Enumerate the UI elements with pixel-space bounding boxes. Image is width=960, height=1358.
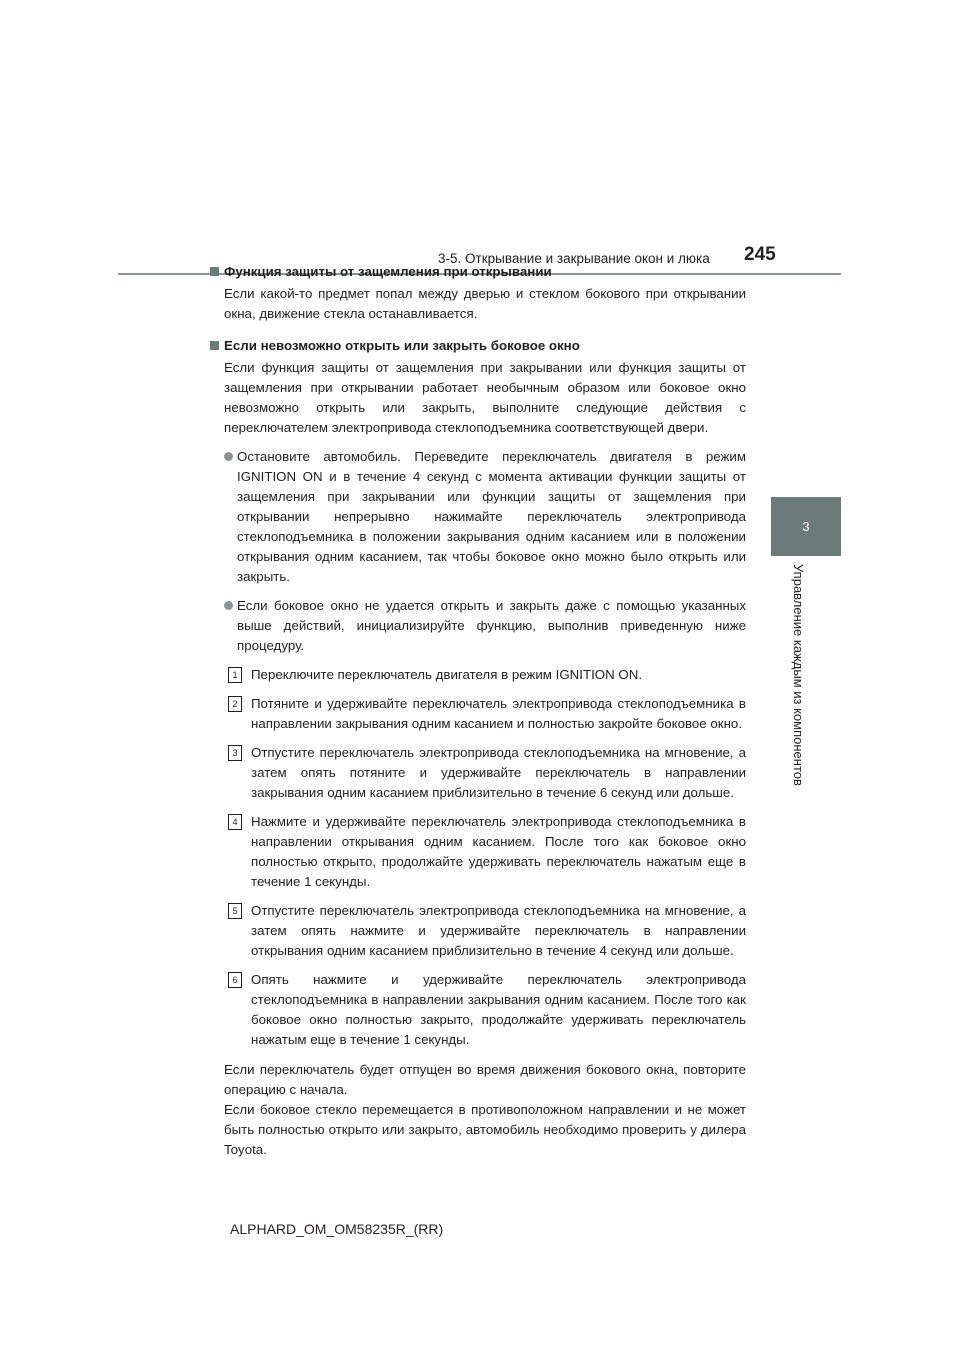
circle-bullet-icon bbox=[224, 601, 233, 610]
step-number-badge: 2 bbox=[228, 696, 242, 712]
step-number-badge: 1 bbox=[228, 667, 242, 683]
circle-bullet-icon bbox=[224, 452, 233, 461]
heading-text: Если невозможно открыть или закрыть боковое окно bbox=[224, 338, 580, 353]
step-number-badge: 4 bbox=[228, 814, 242, 830]
bullet-item bbox=[210, 447, 746, 587]
document-footer: ALPHARD_OM_OM58235R_(RR) bbox=[230, 1221, 444, 1237]
section-paragraph: Если функция защиты от защемления при закрывании или функция защиты от защемления при открывании работает необычным образом или боковое окно невозможно открыть или закрыть, выполните следующие действия с переключателем электропривода стеклоподъемника соответствующей двери. bbox=[224, 360, 746, 435]
bullet-text: Если боковое окно не удается открыть и закрыть даже с помощью указанных выше действий, инициализируйте функцию, выполнив приведенную ниже процедуру. bbox=[237, 598, 746, 653]
step-text: Опять нажмите и удерживайте переключатель электропривода стеклоподъемника в направлении закрывания одним касанием. После того как боковое окно полностью закрыто, продолжайте удерживать переключатель нажатым еще в течение 1 секунды. bbox=[251, 972, 746, 1047]
step-text: Отпустите переключатель электропривода стеклоподъемника на мгновение, а затем опять потяните и удерживайте переключатель в направлении закрывания одним касанием приблизительно в течение 6 секунд или дольше. bbox=[251, 745, 746, 800]
page-number: 245 bbox=[744, 244, 776, 265]
square-bullet-icon bbox=[210, 341, 219, 350]
bullet-text: Остановите автомобиль. Переведите переключатель двигателя в режим IGNITION ON и в течение 4 секунд с момента активации функции защиты от защемления при закрывании или функции защиты от защемления при открывании непрерывно нажимайте переключатель электропривода стеклоподъемника в положении закрывания одним касанием или в положении открывания одним касанием, так чтобы боковое окно можно было открыть или закрыть. bbox=[237, 449, 746, 584]
heading-text: Функция защиты от защемления при открывании bbox=[224, 264, 552, 279]
section-paragraph: Если какой-то предмет попал между дверью и стеклом бокового при открывании окна, движение стекла останавливается. bbox=[224, 286, 746, 321]
chapter-tab-label: Управление каждым из компонентов bbox=[791, 564, 806, 786]
step-number-badge: 6 bbox=[228, 972, 242, 988]
note-paragraph: Если боковое стекло перемещается в противоположном направлении и не может быть полностью открыто или закрыто, автомобиль необходимо проверить у дилера Toyota. bbox=[224, 1102, 746, 1157]
step-text: Нажмите и удерживайте переключатель электропривода стеклоподъемника в направлении открывания одним касанием. После того как боковое окно полностью открыто, продолжайте удерживать переключатель нажатым еще в течение 1 секунды. bbox=[251, 814, 746, 889]
step-text: Отпустите переключатель электропривода стеклоподъемника на мгновение, а затем опять нажмите и удерживайте переключатель в направлении открывания одним касанием приблизительно в течение 4 секунд или дольше. bbox=[251, 903, 746, 958]
note-paragraph: Если переключатель будет отпущен во время движения бокового окна, повторите операцию с начала. bbox=[224, 1062, 746, 1097]
square-bullet-icon bbox=[210, 267, 219, 276]
section-header: 3-5. Открывание и закрывание окон и люка bbox=[438, 251, 710, 266]
step-item bbox=[210, 970, 746, 1050]
step-item bbox=[210, 665, 746, 685]
page-content bbox=[210, 256, 746, 1160]
chapter-tab-number: 3 bbox=[771, 497, 841, 556]
step-item bbox=[210, 694, 746, 734]
step-number-badge: 5 bbox=[228, 903, 242, 919]
step-item bbox=[210, 743, 746, 803]
step-item bbox=[210, 901, 746, 961]
step-text: Переключите переключатель двигателя в режим IGNITION ON. bbox=[251, 667, 643, 682]
bullet-item bbox=[210, 596, 746, 656]
step-item bbox=[210, 812, 746, 892]
section-heading bbox=[210, 336, 746, 356]
section-heading bbox=[210, 262, 746, 282]
step-number-badge: 3 bbox=[228, 745, 242, 761]
step-text: Потяните и удерживайте переключатель электропривода стеклоподъемника в направлении закрывания одним касанием и полностью закройте боковое окно. bbox=[251, 696, 746, 731]
